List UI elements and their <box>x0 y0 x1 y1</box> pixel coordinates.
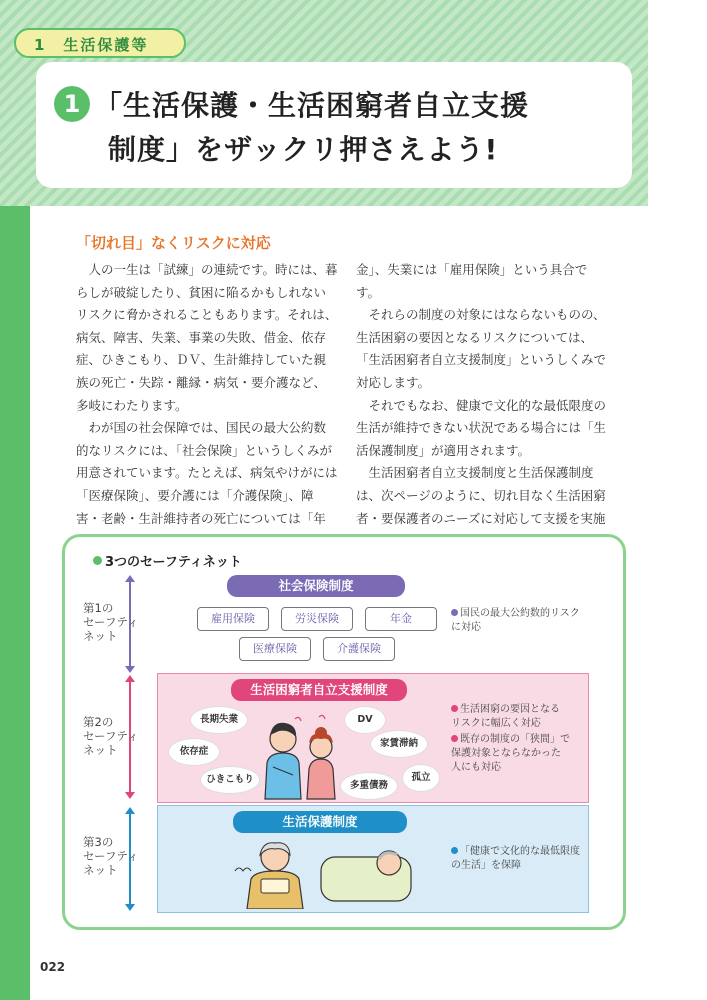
paragraph: 人の一生は「試練」の連続です。時には、暮らしが破綻したり、貧困に陥るかもしれないリスクに脅かされることもあります。それは、病気、障害、失業、事業の失敗、借金、依存症、ひきこもり、ＤＶ、生計維持していた親族の死亡・失踪・離縁・病気・要介護など、多岐にわたります。 <box>76 262 338 413</box>
bullet-dot <box>451 705 458 712</box>
section-tab: 1 生活保護等 <box>14 28 186 58</box>
subheading: 「切れ目」なくリスクに対応 <box>76 234 271 252</box>
worried-people-illustration <box>259 713 345 801</box>
tier3-note-text: 「健康で文化的な最低限度 の生活」を保障 <box>451 846 580 871</box>
cloud-addiction: 依存症 <box>169 739 219 765</box>
page-title-line2: 制度」をザックリ押さえよう! <box>108 133 499 166</box>
tier3-label-text: 第3の セーフティ ネット <box>83 835 139 877</box>
tier1-note-text: 国民の最大公約数的リスク に対応 <box>451 608 580 633</box>
bullet-dot <box>451 609 458 616</box>
paragraph: わが国の社会保障では、国民の最大公約数的なリスクには、「社会保険」というしくみが用意されています。たとえば、病気やけがには「医療保険」、要介護には「介護保険」、障害・老齢・生計維持者の死亡については「年 <box>76 420 338 526</box>
body-column-left <box>76 259 338 530</box>
header-banner <box>0 0 648 206</box>
tier1-label <box>83 601 139 643</box>
chip-employment-insurance: 雇用保険 <box>197 607 269 631</box>
cloud-rent-arrears: 家賃滞納 <box>371 731 427 757</box>
elderly-and-bedridden-illustration <box>233 837 413 909</box>
title-number-badge: 1 <box>54 86 90 122</box>
tier2-note-2 <box>451 733 570 775</box>
tier3-label <box>83 835 139 877</box>
chip-pension: 年金 <box>365 607 437 631</box>
paragraph: それらの制度の対象にはならないものの、生活困窮の要因となるリスクについては、「生活困窮者自立支援制度」というしくみで対応します。 <box>356 307 607 390</box>
chip-care-insurance: 介護保険 <box>323 637 395 661</box>
tier2-note-1-text: 生活困窮の要因となる リスクに幅広く対応 <box>451 704 560 729</box>
page-title-line1: 「生活保護・生活困窮者自立支援 <box>94 89 530 122</box>
tier2-label-text: 第2の セーフティ ネット <box>83 715 139 757</box>
paragraph: 生活困窮者自立支援制度と生活保護制度は、次ページのように、切れ目なく生活困窮者・要保護者のニーズに対応して支援を実施 <box>356 465 606 526</box>
page-number: 022 <box>40 960 66 974</box>
cloud-dv: DV <box>345 707 385 733</box>
tier3-header-pill: 生活保護制度 <box>233 811 407 833</box>
paragraph: 金」、失業には「雇用保険」という具合です。 <box>356 262 588 300</box>
cloud-multiple-debts: 多重債務 <box>341 773 397 799</box>
paragraph: それでもなお、健康で文化的な最低限度の生活が維持できない状況である場合には「生活保護制度」が適用されます。 <box>356 397 607 458</box>
chip-medical-insurance: 医療保険 <box>239 637 311 661</box>
tier2-note-1 <box>451 703 560 731</box>
tier2-note-2-text: 既存の制度の「狭間」で 保護対象とならなかった 人にも対応 <box>451 734 570 773</box>
body-column-right <box>356 259 610 553</box>
bullet-dot <box>93 556 102 565</box>
diagram-title-text: 3つのセーフティネット <box>105 555 242 570</box>
title-card <box>36 62 632 188</box>
safety-net-diagram <box>62 534 626 930</box>
tier1-note <box>451 607 580 635</box>
cloud-long-term-unemployment: 長期失業 <box>191 707 247 733</box>
bullet-dot <box>451 847 458 854</box>
tier2-label <box>83 715 139 757</box>
tier1-label-text: 第1の セーフティ ネット <box>83 601 139 643</box>
cloud-isolation: 孤立 <box>403 765 439 791</box>
diagram-title <box>93 551 242 570</box>
chip-workers-comp-insurance: 労災保険 <box>281 607 353 631</box>
tier1-header-pill: 社会保険制度 <box>227 575 405 597</box>
tier3-note <box>451 845 580 873</box>
cloud-hikikomori: ひきこもり <box>201 767 259 793</box>
tier2-header-pill: 生活困窮者自立支援制度 <box>231 679 407 701</box>
bullet-dot <box>451 735 458 742</box>
